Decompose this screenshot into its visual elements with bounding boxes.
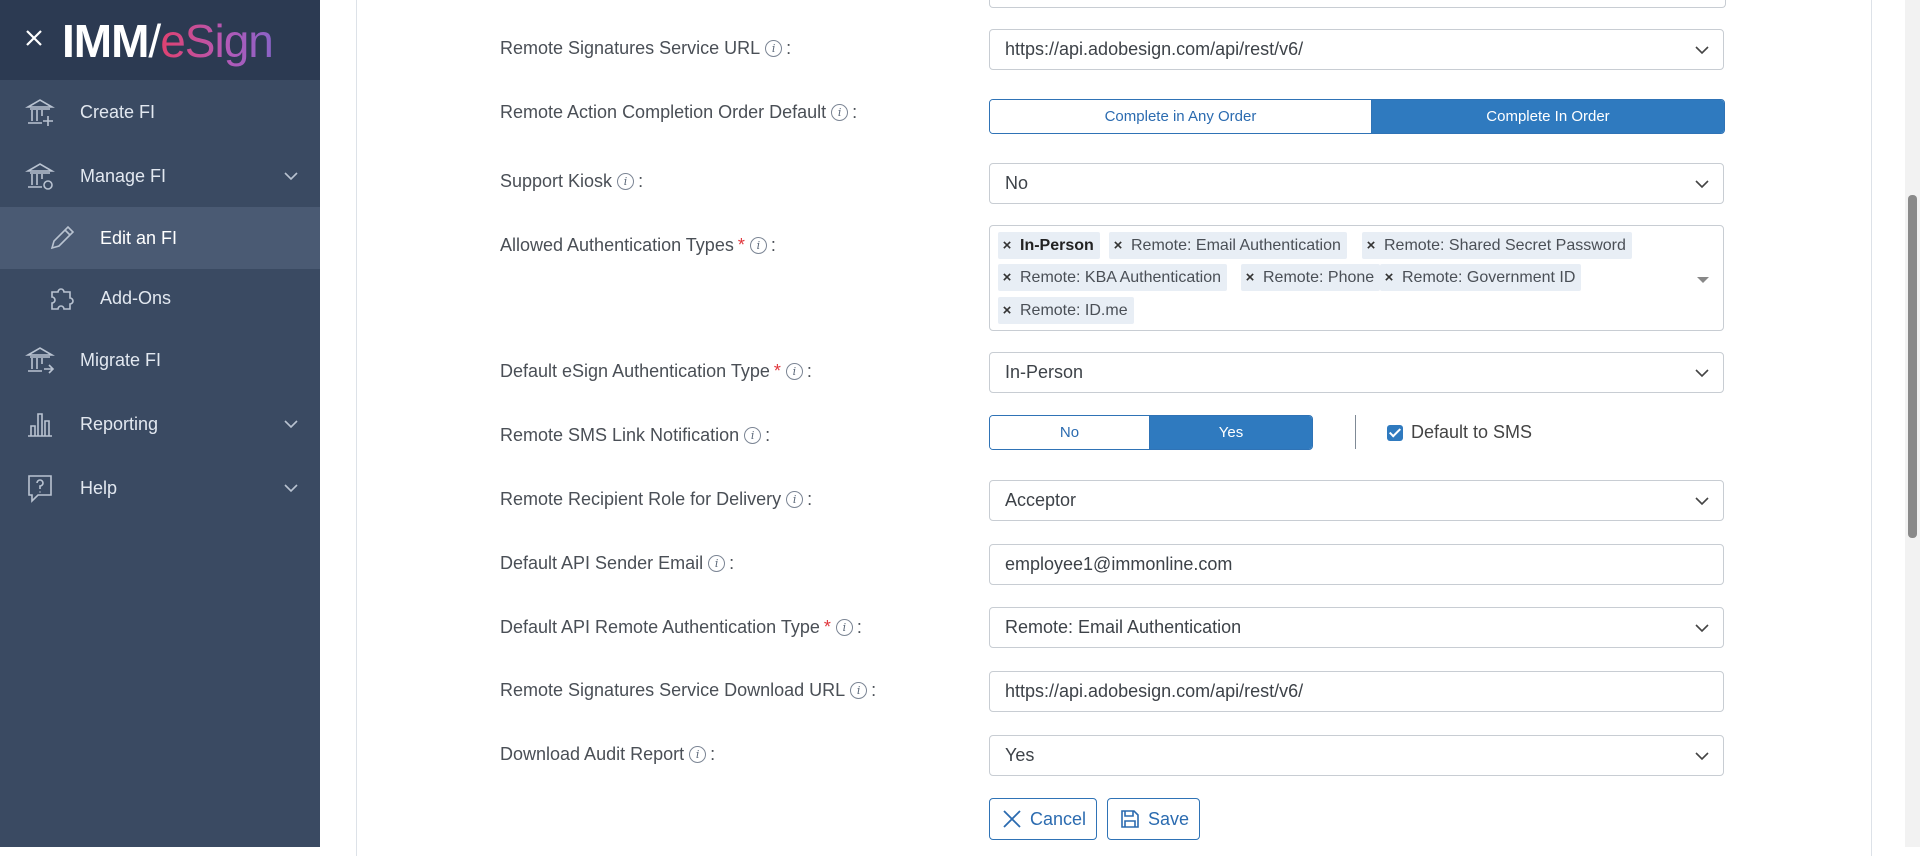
- info-icon[interactable]: i: [744, 427, 761, 444]
- chevron-down-icon: [1695, 366, 1709, 380]
- auth-tag: × Remote: Shared Secret Password: [1362, 232, 1632, 259]
- auth-tag: × Remote: Government ID: [1380, 264, 1581, 291]
- default-esign-auth-label: Default eSign Authentication Type * i :: [500, 361, 812, 381]
- auth-tag: × Remote: KBA Authentication: [998, 264, 1227, 291]
- previous-field-edge: [989, 0, 1726, 8]
- audit-report-label: Download Audit Report i :: [500, 744, 716, 764]
- support-kiosk-label: Support Kiosk i :: [500, 171, 644, 191]
- api-remote-auth-select[interactable]: Remote: Email Authentication: [989, 607, 1724, 648]
- complete-any-order-option[interactable]: Complete in Any Order: [990, 100, 1371, 133]
- remove-tag-icon[interactable]: ×: [1384, 269, 1394, 286]
- sms-link-toggle: [989, 415, 1313, 450]
- auth-tag: × Remote: Email Authentication: [1109, 232, 1347, 259]
- chevron-down-icon: [284, 481, 298, 495]
- nav-label: Migrate FI: [80, 349, 162, 370]
- dropdown-caret-icon[interactable]: [1697, 277, 1709, 283]
- recipient-role-label: Remote Recipient Role for Delivery i :: [500, 489, 813, 509]
- nav-edit-an-fi[interactable]: [0, 207, 320, 269]
- nav-label: Help: [80, 477, 118, 498]
- auth-tag: × In-Person: [998, 232, 1100, 259]
- completion-order-label: Remote Action Completion Order Default i :: [500, 102, 858, 122]
- nav-help[interactable]: [0, 457, 320, 519]
- nav-add-ons[interactable]: [0, 267, 320, 329]
- api-sender-email-label: Default API Sender Email i :: [500, 553, 735, 573]
- close-icon: [1002, 809, 1022, 829]
- bank-arrow-icon: [24, 344, 56, 376]
- help-bubble-icon: [24, 472, 56, 504]
- remove-tag-icon[interactable]: ×: [1245, 269, 1255, 286]
- download-url-input[interactable]: https://api.adobesign.com/api/rest/v6/: [989, 671, 1724, 712]
- completion-order-toggle: [989, 99, 1725, 134]
- remote-url-select[interactable]: https://api.adobesign.com/api/rest/v6/: [989, 29, 1724, 70]
- remove-tag-icon[interactable]: ×: [1002, 237, 1012, 254]
- chevron-down-icon: [284, 169, 298, 183]
- remove-tag-icon[interactable]: ×: [1002, 269, 1012, 286]
- nav-label: Reporting: [80, 413, 159, 434]
- puzzle-icon: [46, 282, 78, 314]
- sidebar: [0, 0, 320, 847]
- api-sender-email-input[interactable]: employee1@immonline.com: [989, 544, 1724, 585]
- checkbox-checked-icon[interactable]: [1387, 425, 1403, 441]
- remote-url-label: Remote Signatures Service URL i :: [500, 38, 792, 58]
- remove-tag-icon[interactable]: ×: [1002, 302, 1012, 319]
- save-button[interactable]: Save: [1107, 798, 1200, 840]
- sms-yes-option[interactable]: Yes: [1149, 416, 1312, 449]
- info-icon[interactable]: i: [708, 555, 725, 572]
- download-url-label: Remote Signatures Service Download URL i :: [500, 680, 877, 700]
- api-remote-auth-label: Default API Remote Authentication Type * i :: [500, 617, 862, 637]
- auth-tag: × Remote: ID.me: [998, 297, 1134, 324]
- info-icon[interactable]: i: [765, 40, 782, 57]
- info-icon[interactable]: i: [836, 619, 853, 636]
- bar-chart-icon: [24, 408, 56, 440]
- info-icon[interactable]: i: [617, 173, 634, 190]
- close-icon[interactable]: [22, 26, 46, 50]
- default-esign-auth-select[interactable]: In-Person: [989, 352, 1724, 393]
- info-icon[interactable]: i: [750, 237, 767, 254]
- chevron-down-icon: [1695, 621, 1709, 635]
- nav-create-fi[interactable]: [0, 81, 320, 143]
- sms-link-label: Remote SMS Link Notification i :: [500, 425, 771, 445]
- remove-tag-icon[interactable]: ×: [1366, 237, 1376, 254]
- support-kiosk-select[interactable]: No: [989, 163, 1724, 204]
- bank-plus-icon: [24, 96, 56, 128]
- info-icon[interactable]: i: [786, 363, 803, 380]
- complete-in-order-option[interactable]: Complete In Order: [1371, 100, 1724, 133]
- chevron-down-icon: [1695, 749, 1709, 763]
- nav-manage-fi[interactable]: [0, 145, 320, 207]
- remove-tag-icon[interactable]: ×: [1113, 237, 1123, 254]
- default-to-sms-checkbox[interactable]: Default to SMS: [1387, 422, 1532, 443]
- logo: IMM/eSign: [62, 15, 273, 67]
- auth-types-multiselect[interactable]: [989, 225, 1724, 331]
- auth-types-label: Allowed Authentication Types * i :: [500, 235, 776, 255]
- bank-gear-icon: [24, 160, 56, 192]
- save-icon: [1120, 809, 1140, 829]
- nav-label: Create FI: [80, 101, 156, 122]
- pencil-icon: [46, 222, 78, 254]
- chevron-down-icon: [1695, 494, 1709, 508]
- auth-tag: × Remote: Phone: [1241, 264, 1380, 291]
- info-icon[interactable]: i: [786, 491, 803, 508]
- cancel-button[interactable]: Cancel: [989, 798, 1097, 840]
- chevron-down-icon: [1695, 177, 1709, 191]
- chevron-down-icon: [284, 417, 298, 431]
- recipient-role-select[interactable]: Acceptor: [989, 480, 1724, 521]
- nav-label: Edit an FI: [100, 227, 178, 248]
- divider: [1355, 415, 1356, 449]
- nav-reporting[interactable]: [0, 393, 320, 455]
- sms-no-option[interactable]: No: [990, 416, 1149, 449]
- audit-report-select[interactable]: Yes: [989, 735, 1724, 776]
- chevron-down-icon: [1695, 43, 1709, 57]
- info-icon[interactable]: i: [850, 682, 867, 699]
- info-icon[interactable]: i: [831, 104, 848, 121]
- nav-label: Add-Ons: [100, 287, 172, 308]
- nav-label: Manage FI: [80, 165, 167, 186]
- scrollbar-thumb[interactable]: [1908, 195, 1917, 538]
- nav-migrate-fi[interactable]: [0, 329, 320, 391]
- brand-header: [0, 0, 320, 80]
- info-icon[interactable]: i: [689, 746, 706, 763]
